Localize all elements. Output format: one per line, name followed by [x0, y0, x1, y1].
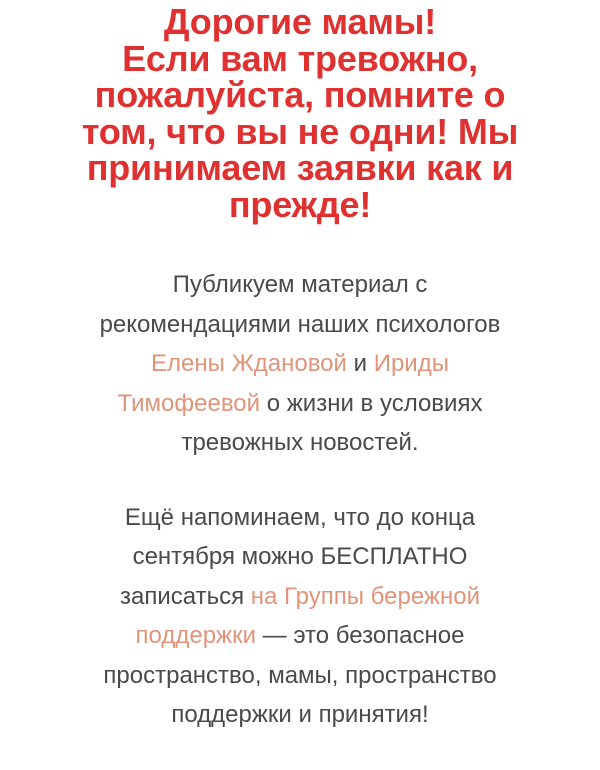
text-line: [56, 616, 544, 656]
headline-line: Дорогие мамы!: [163, 1, 437, 42]
text-line: тревожных новостей.: [181, 429, 419, 456]
text-line: Ещё напоминаем, что до конца: [124, 503, 476, 531]
headline: [34, 0, 566, 223]
headline-line: Если вам тревожно,: [122, 37, 478, 79]
link-irida-timofeeva-cont[interactable]: Тимофеевой: [117, 389, 261, 417]
text-line: рекомендациями наших психологов: [99, 310, 501, 338]
text-line: сентября можно БЕСПЛАТНО: [132, 543, 468, 570]
text-line: [56, 384, 544, 424]
headline-line: принимаем заявки как и: [86, 147, 514, 188]
text-fragment: — это безопасное: [256, 622, 465, 649]
paragraph-psychologists: [34, 265, 566, 463]
text-line: [56, 577, 544, 617]
link-support-groups[interactable]: на Группы бережной: [250, 582, 480, 610]
headline-line: прежде!: [228, 183, 372, 225]
link-irida-timofeeva[interactable]: Ириды: [373, 350, 449, 377]
text-line: поддержки и принятия!: [171, 701, 429, 728]
text-fragment: и: [346, 350, 374, 377]
text-line: Публикуем материал с: [172, 271, 428, 298]
text-line: [56, 344, 544, 384]
link-support-groups-cont[interactable]: поддержки: [135, 622, 256, 649]
text-fragment: записаться: [120, 582, 251, 610]
link-elena-zhdanova[interactable]: Елены Ждановой: [151, 350, 347, 377]
text-line: пространство, мамы, пространство: [103, 661, 497, 689]
paragraph-groups: [34, 498, 566, 735]
headline-line: пожалуйста, помните о: [94, 74, 506, 115]
text-fragment: о жизни в условиях: [260, 389, 483, 417]
headline-line: том, что вы не одни! Мы: [81, 110, 519, 152]
